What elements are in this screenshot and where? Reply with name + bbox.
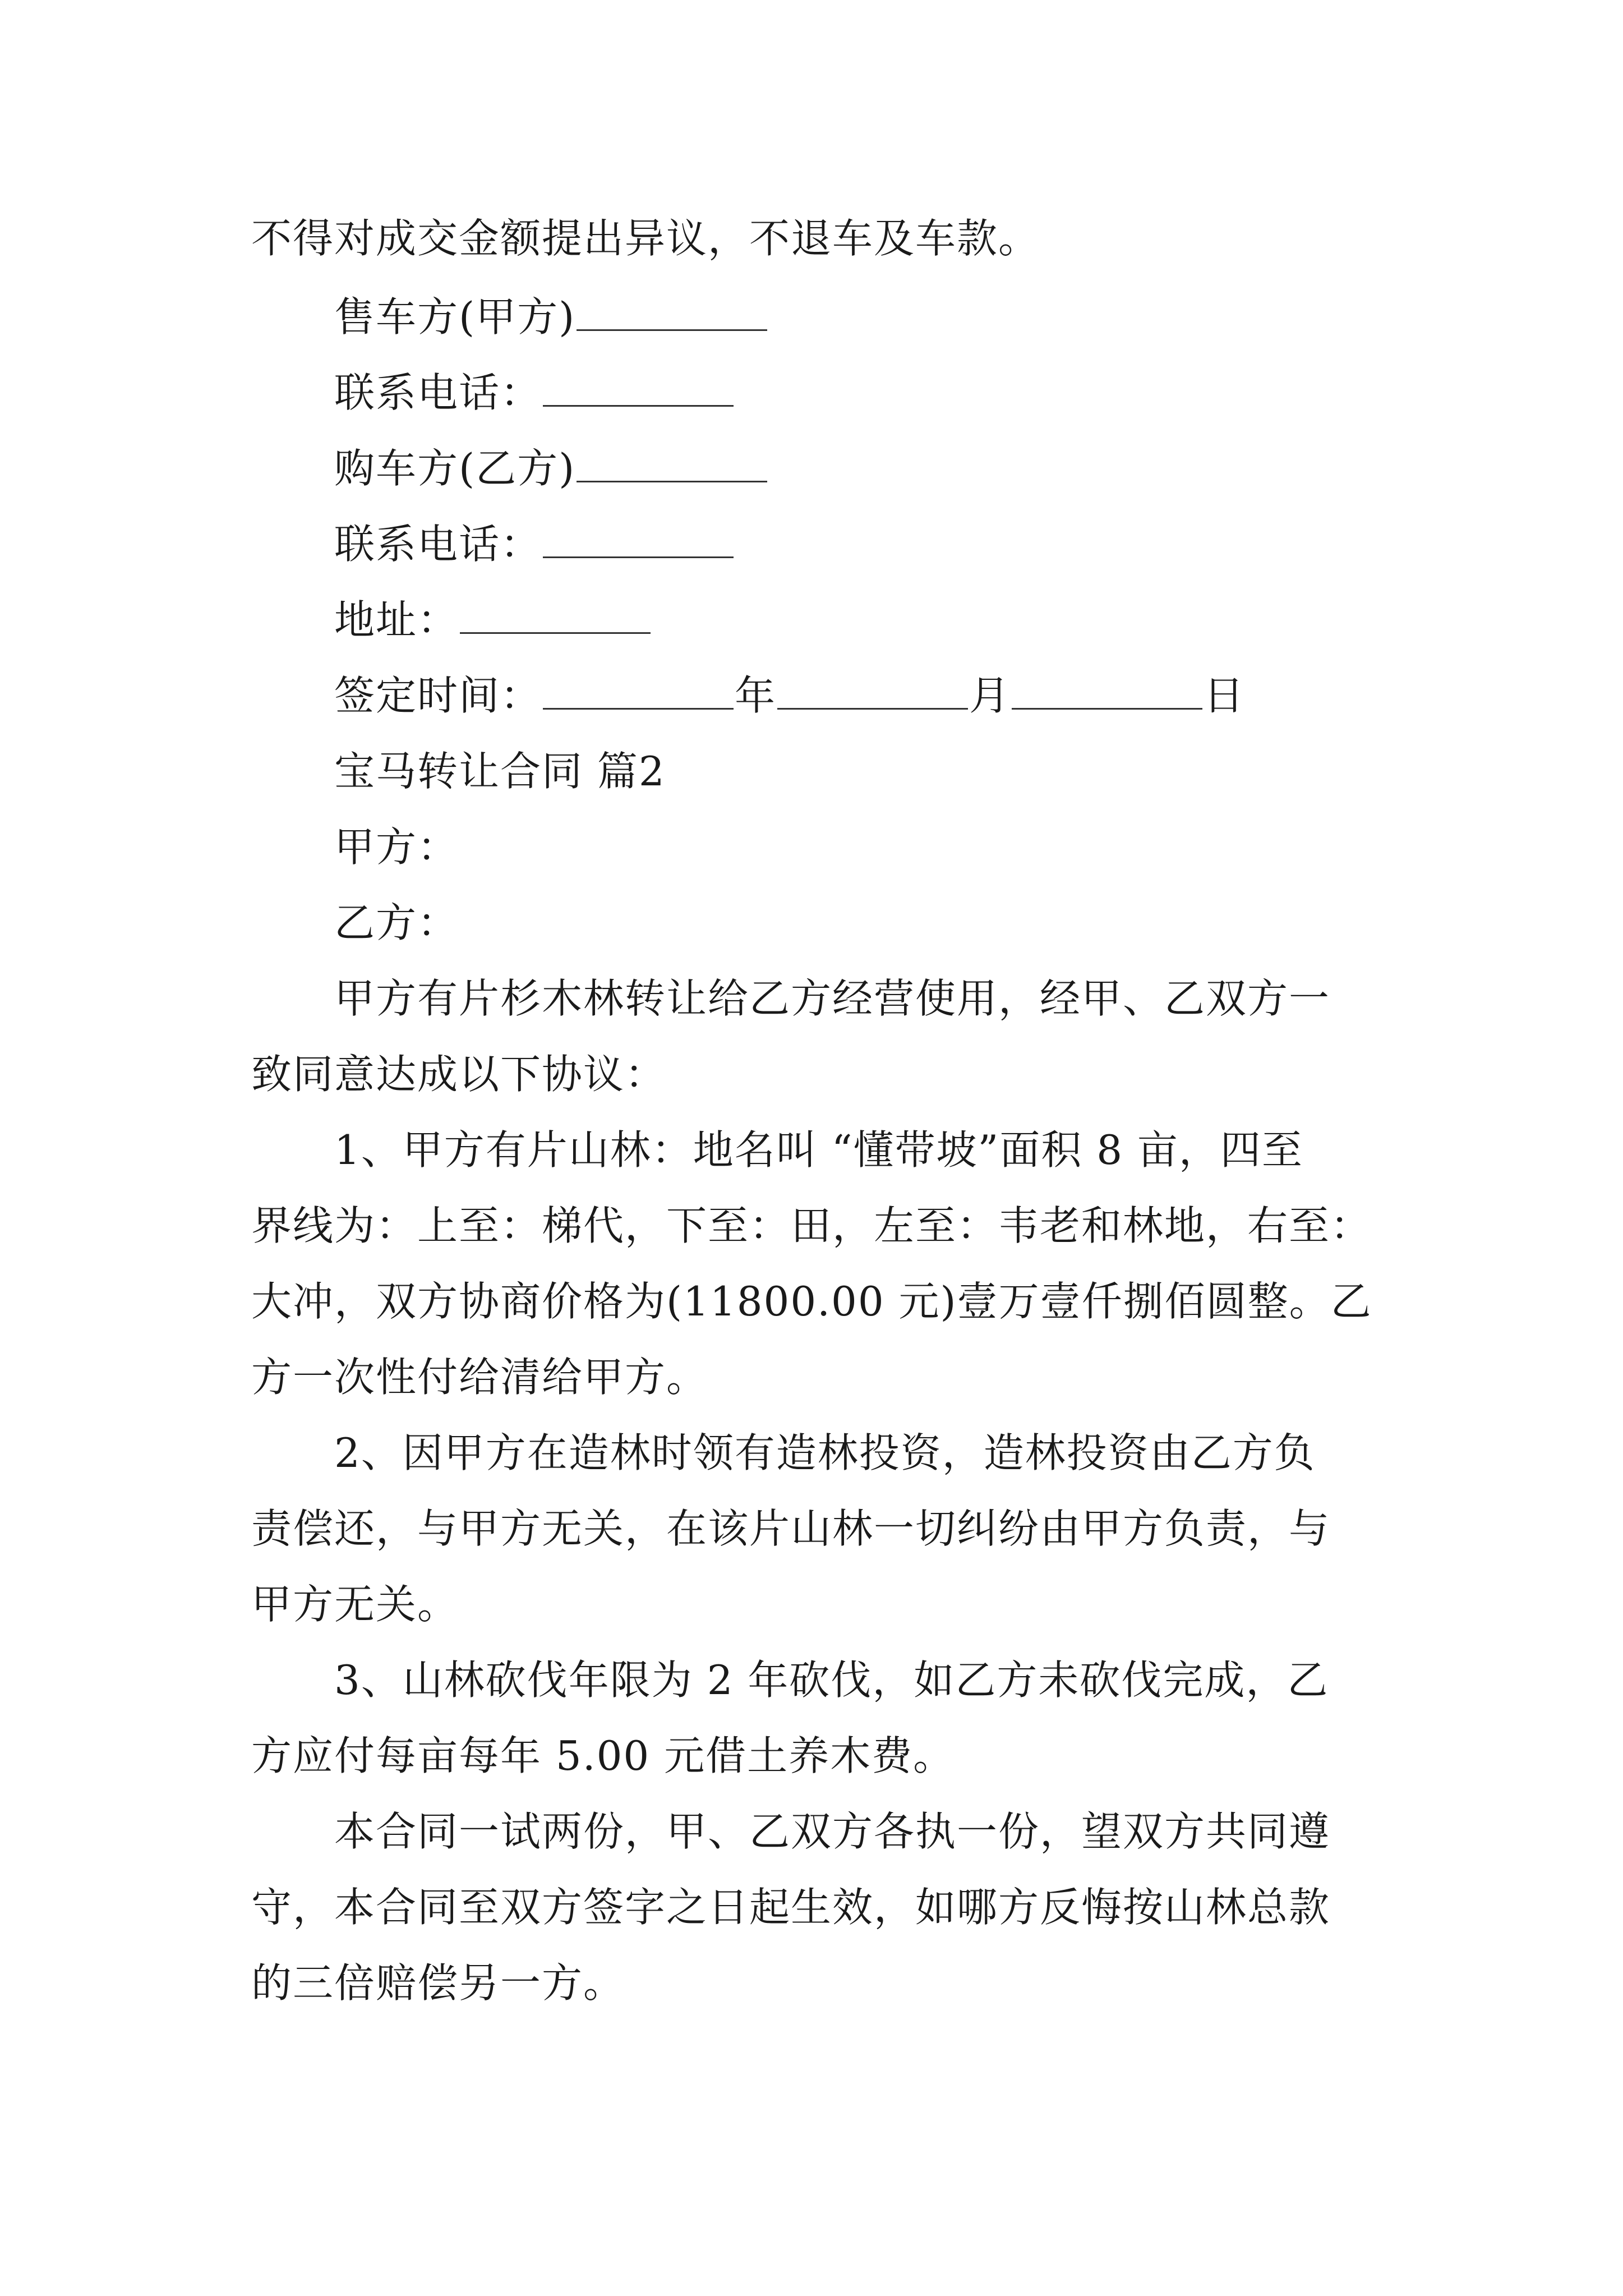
text-line: 2、因甲方在造林时领有造林投资，造林投资由乙方负 [334,1429,1316,1476]
seller-phone-field [334,362,735,424]
sign-time-field [334,665,1245,726]
buyer-phone-field [334,513,735,575]
text-line: 大冲，双方协商价格为(11800.00 元)壹万壹仟捌佰圆整。乙 [251,1278,1372,1325]
text-line: 本合同一试两份，甲、乙双方各执一份，望双方共同遵 [334,1808,1331,1855]
text-line: 3、山林砍伐年限为 2 年砍伐，如乙方未砍伐完成，乙 [334,1657,1329,1704]
text-line: 守，本合同至双方签字之日起生效，如哪方反悔按山林总款 [251,1884,1331,1931]
day-label: 日 [1204,672,1246,719]
address-blank[interactable] [460,629,651,634]
text-line: 界线为：上至：梯代，下至：田，左至：韦老和林地，右至： [251,1202,1372,1249]
address-field [334,589,652,651]
buyer-field [334,438,768,499]
text-line: 甲方有片杉木林转让给乙方经营使用，经甲、乙双方一 [334,975,1331,1022]
text-line: 不得对成交金额提出异议，不退车及车款。 [251,215,1040,262]
buyer-phone-blank[interactable] [543,553,734,558]
month-blank[interactable] [777,705,968,710]
text-line: 的三倍赔偿另一方。 [251,1959,625,2007]
seller-phone-blank[interactable] [543,402,734,407]
text-line: 方一次性付给清给甲方。 [251,1354,708,1401]
seller-label: 售车方(甲方) [334,293,576,341]
seller-blank[interactable] [577,326,767,331]
day-blank[interactable] [1012,705,1202,710]
year-label: 年 [735,672,777,719]
section-title: 宝马转让合同 篇2 [334,748,666,795]
text-line: 致同意达成以下协议： [251,1051,667,1098]
year-blank[interactable] [543,705,734,710]
buyer-label: 购车方(乙方) [334,445,576,492]
sign-time-label: 签定时间： [334,672,542,719]
text-line: 方应付每亩每年 5.00 元借土养木费。 [251,1732,955,1779]
seller-field [334,286,768,348]
text-line: 1、甲方有片山林：地名叫 “懂带坡”面积 8 亩，四至 [334,1126,1303,1174]
text-line: 甲方无关。 [251,1581,459,1628]
party-a-label: 甲方： [334,823,459,871]
buyer-phone-label: 联系电话： [334,521,542,568]
party-b-label: 乙方： [334,899,459,946]
text-line: 责偿还，与甲方无关，在该片山林一切纠纷由甲方负责，与 [251,1505,1331,1552]
address-label: 地址： [334,596,459,643]
seller-phone-label: 联系电话： [334,369,542,416]
buyer-blank[interactable] [577,477,767,482]
month-label: 月 [969,672,1011,719]
